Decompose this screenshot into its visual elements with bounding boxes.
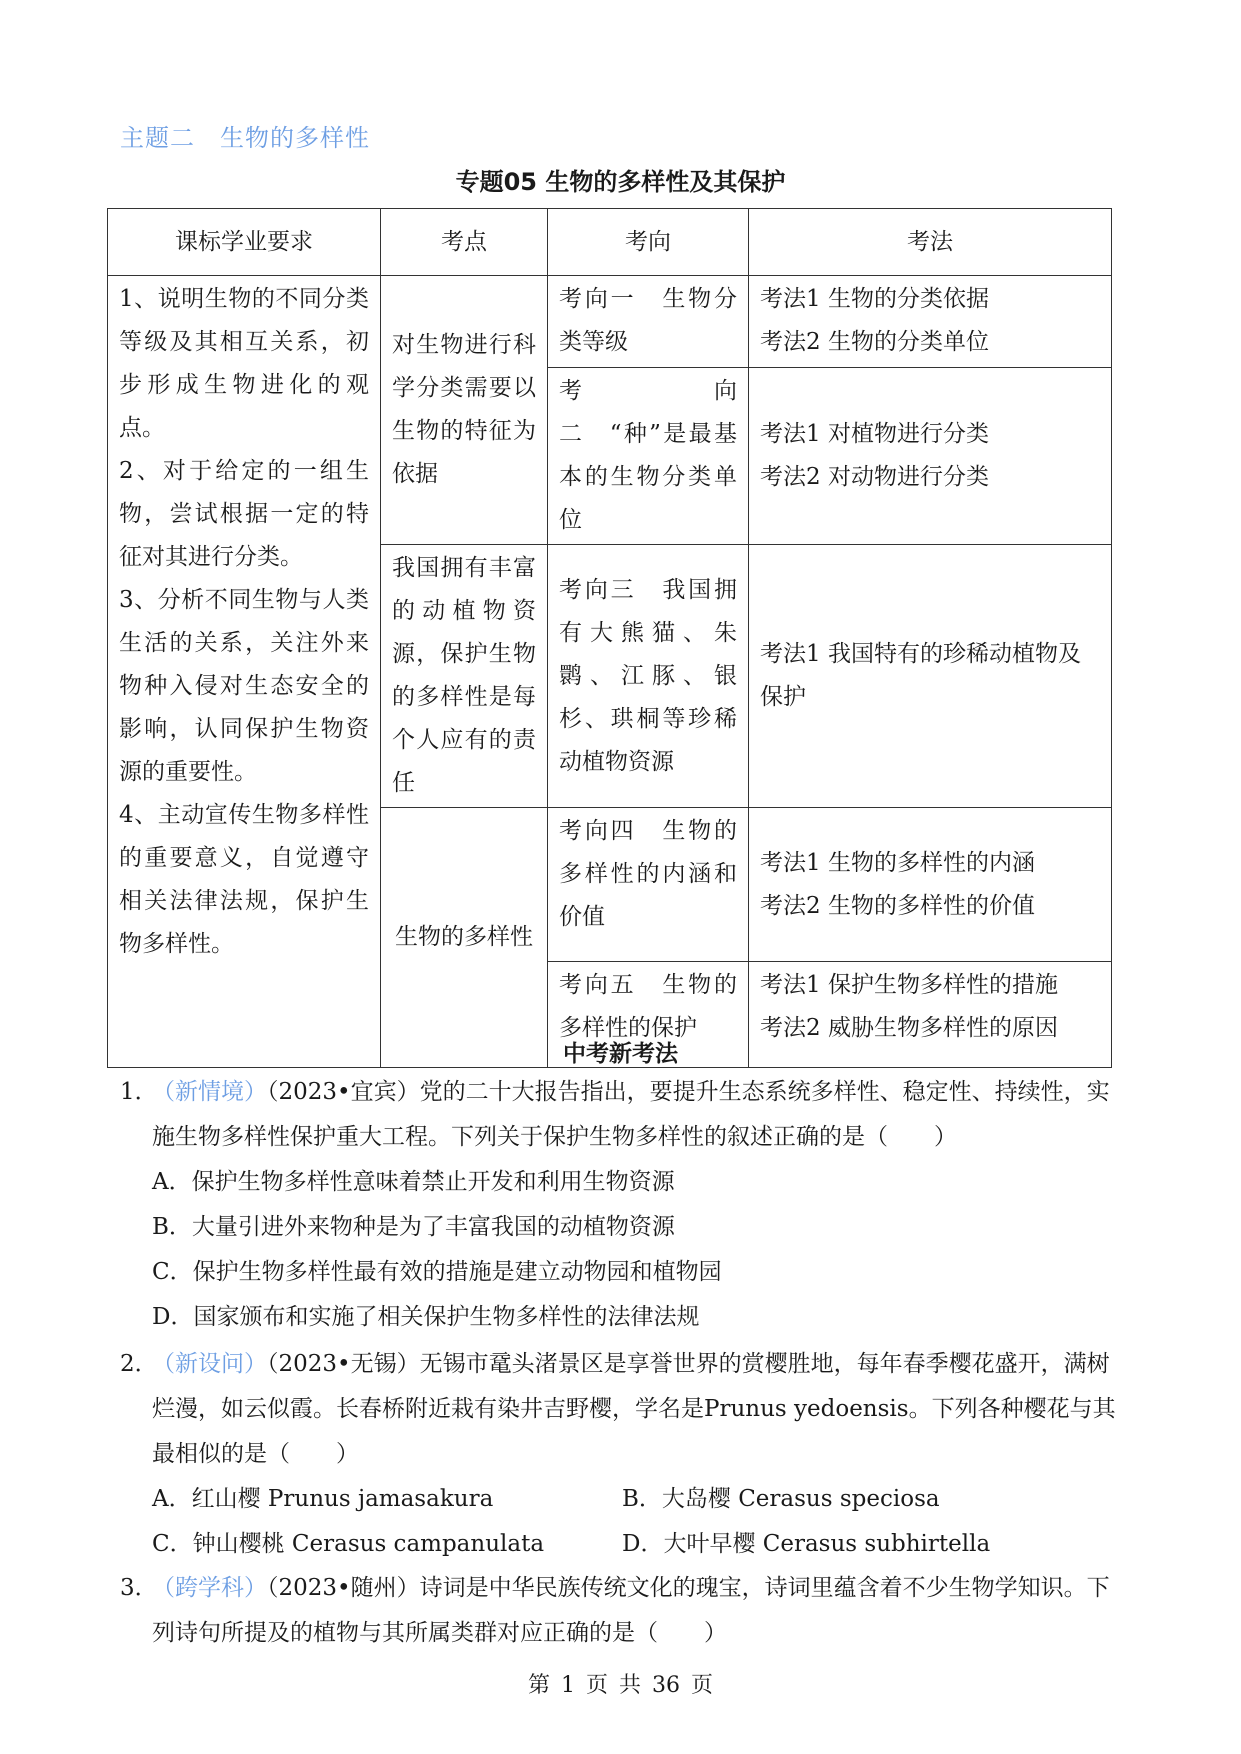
option-d: D．国家颁布和实施了相关保护生物多样性的法律法规 xyxy=(152,1304,700,1330)
question-stem xyxy=(152,1070,1130,1160)
curriculum-table xyxy=(107,208,1112,1068)
header-directions: 考向 xyxy=(548,209,749,276)
method-cell xyxy=(749,808,1112,962)
question-tag: （新情境） xyxy=(152,1079,267,1105)
direction-cell: 考向四 生物的多样性的内涵和价值 xyxy=(548,808,749,962)
theme-heading: 主题二 生物的多样性 xyxy=(120,124,370,152)
method-item: 考法1 对植物进行分类 xyxy=(760,421,989,447)
requirement-item: 4、主动宣传生物多样性的重要意义，自觉遵守相关法律法规，保护生物多样性。 xyxy=(119,802,369,957)
question-2 xyxy=(120,1342,1130,1567)
method-item: 考法1 我国特有的珍稀动植物及保护 xyxy=(760,641,1081,710)
question-text: 无锡市鼋头渚景区是享誉世界的赏樱胜地，每年春季樱花盛开，满树烂漫，如云似霞。长春桥附近栽有染井吉野樱，学名是Prunus yedoensis。下列各种樱花与其最相似的是（ ） xyxy=(152,1351,1116,1467)
direction-cell: 考向五 生物的多样性的保护 xyxy=(548,962,749,1068)
question-stem xyxy=(152,1566,1130,1656)
option-row xyxy=(152,1477,1130,1522)
option-b: B．大量引进外来物种是为了丰富我国的动植物资源 xyxy=(152,1214,675,1240)
document-title: 专题05 生物的多样性及其保护 xyxy=(455,168,786,196)
requirements-cell xyxy=(108,276,381,1068)
method-item: 考法1 保护生物多样性的措施 xyxy=(760,972,1058,998)
question-source: （2023•无锡） xyxy=(267,1351,420,1377)
method-item: 考法2 对动物进行分类 xyxy=(760,464,989,490)
method-item: 考法2 生物的分类单位 xyxy=(760,329,989,355)
page-footer: 第 1 页 共 36 页 xyxy=(528,1673,713,1698)
question-tag: （新设问） xyxy=(152,1351,267,1377)
question-stem xyxy=(152,1342,1130,1477)
question-number: 2． xyxy=(120,1351,158,1377)
question-text: 诗词是中华民族传统文化的瑰宝，诗词里蕴含着不少生物学知识。下列诗句所提及的植物与其所属类群对应正确的是（ ） xyxy=(152,1575,1110,1646)
table-row xyxy=(108,276,1112,368)
header-points: 考点 xyxy=(381,209,548,276)
question-1 xyxy=(120,1070,1130,1340)
point-cell: 对生物进行科学分类需要以生物的特征为依据 xyxy=(381,276,548,545)
question-tag: （跨学科） xyxy=(152,1575,267,1601)
method-cell xyxy=(749,276,1112,368)
option-c: C．钟山樱桃 Cerasus campanulata xyxy=(152,1531,545,1557)
method-cell xyxy=(749,545,1112,808)
direction-cell: 考向三 我国拥有大熊猫、朱鹮、江豚、银杉、珙桐等珍稀动植物资源 xyxy=(548,545,749,808)
direction-cell: 考 向 二 “种”是最基本的生物分类单位 xyxy=(548,368,749,545)
question-number: 3． xyxy=(120,1575,158,1601)
method-item: 考法2 威胁生物多样性的原因 xyxy=(760,1015,1058,1041)
method-item: 考法2 生物的多样性的价值 xyxy=(760,892,1035,919)
point-cell: 我国拥有丰富的动植物资源，保护生物的多样性是每个人应有的责任 xyxy=(381,545,548,808)
table-header-row xyxy=(108,209,1112,276)
option-d: D．大叶早樱 Cerasus subhirtella xyxy=(622,1531,991,1557)
question-source: （2023•随州） xyxy=(267,1575,420,1601)
option-c: C．保护生物多样性最有效的措施是建立动物园和植物园 xyxy=(152,1259,722,1285)
section-title: 中考新考法 xyxy=(563,1041,678,1067)
requirement-item: 3、分析不同生物与人类生活的关系，关注外来物种入侵对生态安全的影响，认同保护生物资源的重要性。 xyxy=(119,587,369,785)
header-requirements: 课标学业要求 xyxy=(108,209,381,276)
question-number: 1． xyxy=(120,1079,158,1105)
option-row xyxy=(152,1522,1130,1567)
option-b: B．大岛樱 Cerasus speciosa xyxy=(622,1486,940,1512)
method-cell xyxy=(749,368,1112,545)
question-3 xyxy=(120,1566,1130,1656)
option-a: A．保护生物多样性意味着禁止开发和利用生物资源 xyxy=(152,1169,675,1195)
header-methods: 考法 xyxy=(749,209,1112,276)
direction-cell: 考向一 生物分类等级 xyxy=(548,276,749,368)
option-a: A．红山樱 Prunus jamasakura xyxy=(152,1486,494,1512)
requirement-item: 1、说明生物的不同分类等级及其相互关系，初步形成生物进化的观点。 xyxy=(119,286,369,441)
question-source: （2023•宜宾） xyxy=(267,1079,420,1105)
method-item: 考法1 生物的多样性的内涵 xyxy=(760,849,1035,876)
method-item: 考法1 生物的分类依据 xyxy=(760,286,989,312)
point-cell: 生物的多样性 xyxy=(381,808,548,1068)
requirement-item: 2、对于给定的一组生物，尝试根据一定的特征对其进行分类。 xyxy=(119,458,369,570)
question-text: 党的二十大报告指出，要提升生态系统多样性、稳定性、持续性，实施生物多样性保护重大工程。下列关于保护生物多样性的叙述正确的是（ ） xyxy=(152,1079,1110,1150)
